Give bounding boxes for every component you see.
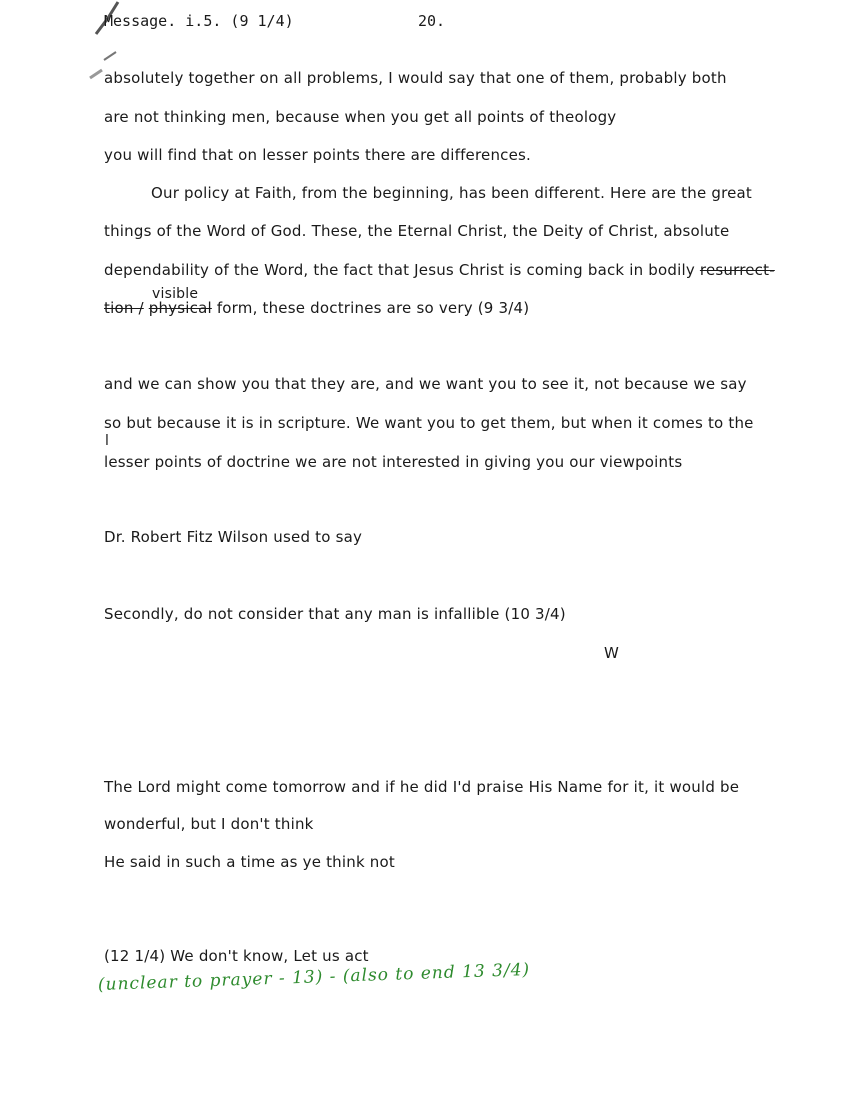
- paragraph-line: Secondly, do not consider that any man is infallible (10 3/4): [104, 605, 566, 623]
- page-header-title: Message. i.5. (9 1/4): [104, 12, 294, 30]
- page-number: 20.: [418, 12, 446, 30]
- margin-mark: l: [105, 433, 110, 449]
- check-mark: W: [604, 644, 620, 662]
- paragraph-line: lesser points of doctrine we are not interested in giving you our viewpoints: [104, 453, 683, 471]
- struck-text: tion /: [104, 299, 144, 317]
- struck-text: physical: [148, 299, 212, 317]
- paragraph-line: and we can show you that they are, and we want you to see it, not because we say: [104, 375, 747, 393]
- paragraph-line: are not thinking men, because when you get all points of theology: [104, 108, 617, 126]
- paragraph-line: [104, 261, 775, 279]
- line-text: dependability of the Word, the fact that Jesus Christ is coming back in bodily: [104, 261, 695, 279]
- struck-text: resurrect-: [699, 261, 775, 279]
- paragraph-line: wonderful, but I don't think: [104, 815, 314, 833]
- paragraph-line: so but because it is in scripture. We want you to get them, but when it comes to the: [104, 414, 754, 432]
- paragraph-line: He said in such a time as ye think not: [104, 853, 395, 871]
- paragraph-line: things of the Word of God. These, the Eternal Christ, the Deity of Christ, absolute: [104, 222, 730, 240]
- paragraph-line: absolutely together on all problems, I would say that one of them, probably both: [104, 69, 727, 87]
- paragraph-line: [104, 299, 529, 317]
- inserted-word: visible: [152, 286, 199, 302]
- line-text: form, these doctrines are so very (9 3/4): [216, 299, 530, 317]
- paragraph-line: (12 1/4) We don't know, Let us act: [104, 947, 369, 965]
- paragraph-line: Our policy at Faith, from the beginning, has been different. Here are the great: [151, 184, 753, 202]
- paragraph-line: The Lord might come tomorrow and if he did I'd praise His Name for it, it would be: [104, 778, 740, 796]
- handwritten-note: (unclear to prayer - 13) - (also to end 13 3/4): [97, 959, 531, 995]
- paragraph-line: Dr. Robert Fitz Wilson used to say: [104, 528, 363, 546]
- paragraph-line: you will find that on lesser points there are differences.: [104, 146, 532, 164]
